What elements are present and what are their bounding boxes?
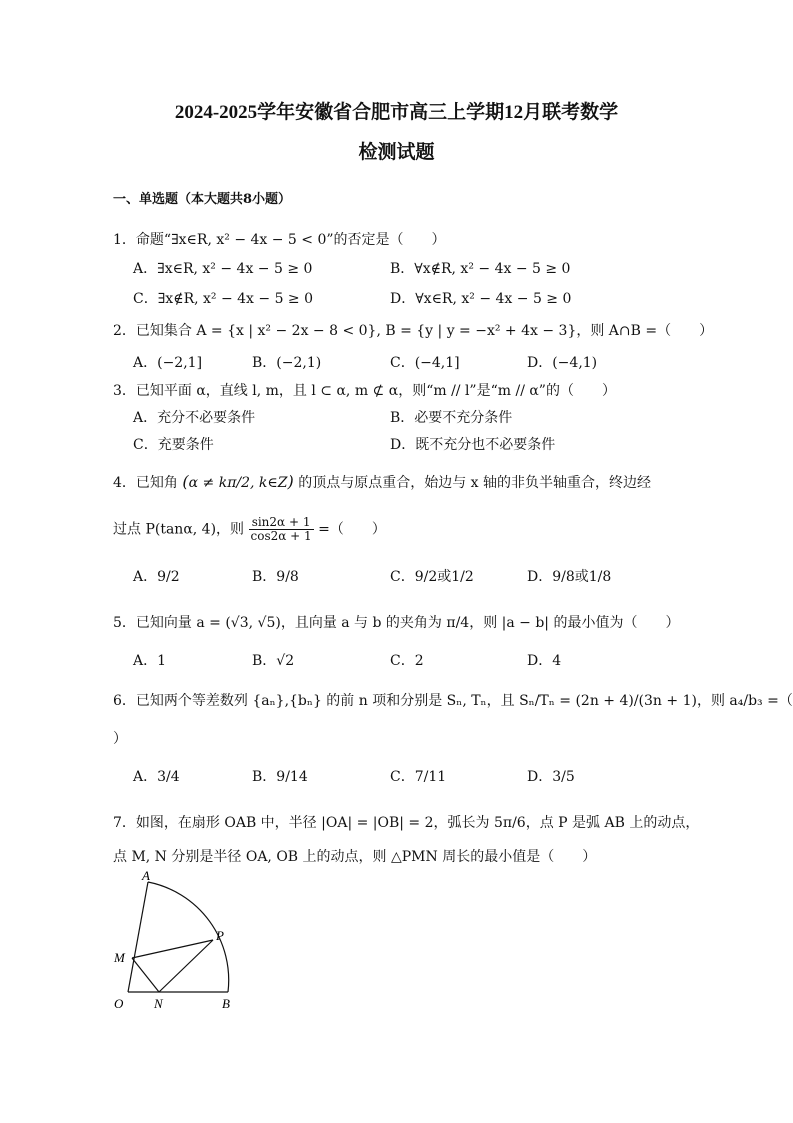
question-4-option-a: A．9/2 — [133, 569, 180, 585]
question-4-stem-line2 — [113, 516, 386, 543]
label-p: P — [216, 928, 224, 943]
segment-mp — [132, 940, 213, 958]
question-6-option-b: B．9/14 — [252, 769, 308, 785]
question-5-option-d: D．4 — [527, 653, 562, 669]
question-3-option-b: B．必要不充分条件 — [390, 410, 513, 426]
radius-oa — [128, 882, 148, 992]
question-1-option-c: C．∃x∉R, x² − 4x − 5 ≥ 0 — [133, 291, 314, 307]
question-4-expression — [249, 516, 314, 543]
question-5-stem: 5．已知向量 a = (√3, √5)，且向量 a 与 b 的夹角为 π/4，则 |a − b| 的最小值为（ ） — [113, 615, 680, 631]
question-4-condition: α ≠ kπ/2, k∈Z — [188, 475, 288, 491]
question-4-option-c: C．9/2或1/2 — [390, 569, 474, 585]
question-3-option-d: D．既不充分也不必要条件 — [390, 437, 556, 453]
question-5-option-c: C．2 — [390, 653, 424, 669]
question-1-option-a: A．∃x∈R, x² − 4x − 5 ≥ 0 — [133, 261, 313, 277]
segment-np — [159, 940, 213, 992]
question-2-option-b: B．(−2,1) — [252, 355, 322, 371]
label-m: M — [114, 950, 125, 965]
question-1-option-b: B．∀x∉R, x² − 4x − 5 ≥ 0 — [390, 261, 571, 277]
section-heading: 一、单选题（本大题共8小题） — [113, 192, 292, 207]
question-4-option-b: B．9/8 — [252, 569, 299, 585]
question-1-option-d: D．∀x∈R, x² − 4x − 5 ≥ 0 — [390, 291, 572, 307]
question-4-stem-part-d: =（ ） — [318, 521, 386, 538]
segment-mn — [132, 958, 159, 992]
label-o: O — [114, 996, 124, 1011]
label-a: A — [142, 868, 150, 883]
question-5-option-a: A．1 — [133, 653, 167, 669]
label-b: B — [222, 996, 230, 1011]
question-2-stem: 2．已知集合 A = {x | x² − 2x − 8 < 0}, B = {y | y = −x² + 4x − 3}，则 A∩B =（ ） — [113, 323, 714, 339]
question-6-stem-cont: ） — [113, 731, 127, 747]
question-4-expression-denominator: cos2α + 1 — [250, 529, 312, 543]
document-subtitle: 检测试题 — [358, 142, 435, 163]
question-4-option-d: D．9/8或1/8 — [527, 569, 612, 585]
question-2-option-c: C．(−4,1] — [390, 355, 460, 371]
question-4-stem-part-c: 过点 P(tanα, 4)，则 — [113, 521, 245, 538]
question-4-stem-line1: 4．已知角 (α ≠ kπ/2, k∈Z) 的顶点与原点重合，始边与 x 轴的非负半轴重合，终边经 — [113, 472, 651, 491]
question-4-stem-part-a: 4．已知角 — [113, 475, 178, 491]
question-6-option-a: A．3/4 — [133, 769, 180, 785]
question-4-expression-numerator: sin2α + 1 — [249, 516, 314, 530]
question-6-option-c: C．7/11 — [390, 769, 447, 785]
label-n: N — [154, 996, 163, 1011]
question-2-option-d: D．(−4,1) — [527, 355, 598, 371]
question-6-option-d: D．3/5 — [527, 769, 575, 785]
question-6-stem: 6．已知两个等差数列 {aₙ},{bₙ} 的前 n 项和分别是 Sₙ, Tₙ，且 Sₙ/Tₙ = (2n + 4)/(3n + 1)，则 a₄/b₃ =（ — [113, 693, 793, 709]
question-2-option-a: A．(−2,1] — [133, 355, 203, 371]
sector-figure — [108, 868, 268, 1018]
question-4-stem-part-b: 的顶点与原点重合，始边与 x 轴的非负半轴重合，终边经 — [298, 475, 651, 491]
question-5-option-b: B．√2 — [252, 653, 295, 669]
question-3-option-c: C．充要条件 — [133, 437, 214, 453]
question-3-stem: 3．已知平面 α，直线 l, m，且 l ⊂ α, m ⊄ α，则“m // l”是“m // α”的（ ） — [113, 383, 616, 399]
document-title: 2024-2025学年安徽省合肥市高三上学期12月联考数学 — [174, 102, 619, 123]
question-1-stem: 1．命题“∃x∈R, x² − 4x − 5 < 0”的否定是（ ） — [113, 232, 446, 248]
question-7-stem: 7．如图，在扇形 OAB 中，半径 |OA| = |OB| = 2，弧长为 5π/6，点 P 是弧 AB 上的动点， — [113, 815, 700, 831]
question-7-stem-cont: 点 M, N 分别是半径 OA, OB 上的动点，则 △PMN 周长的最小值是（ ） — [113, 849, 597, 865]
question-3-option-a: A．充分不必要条件 — [133, 410, 256, 426]
